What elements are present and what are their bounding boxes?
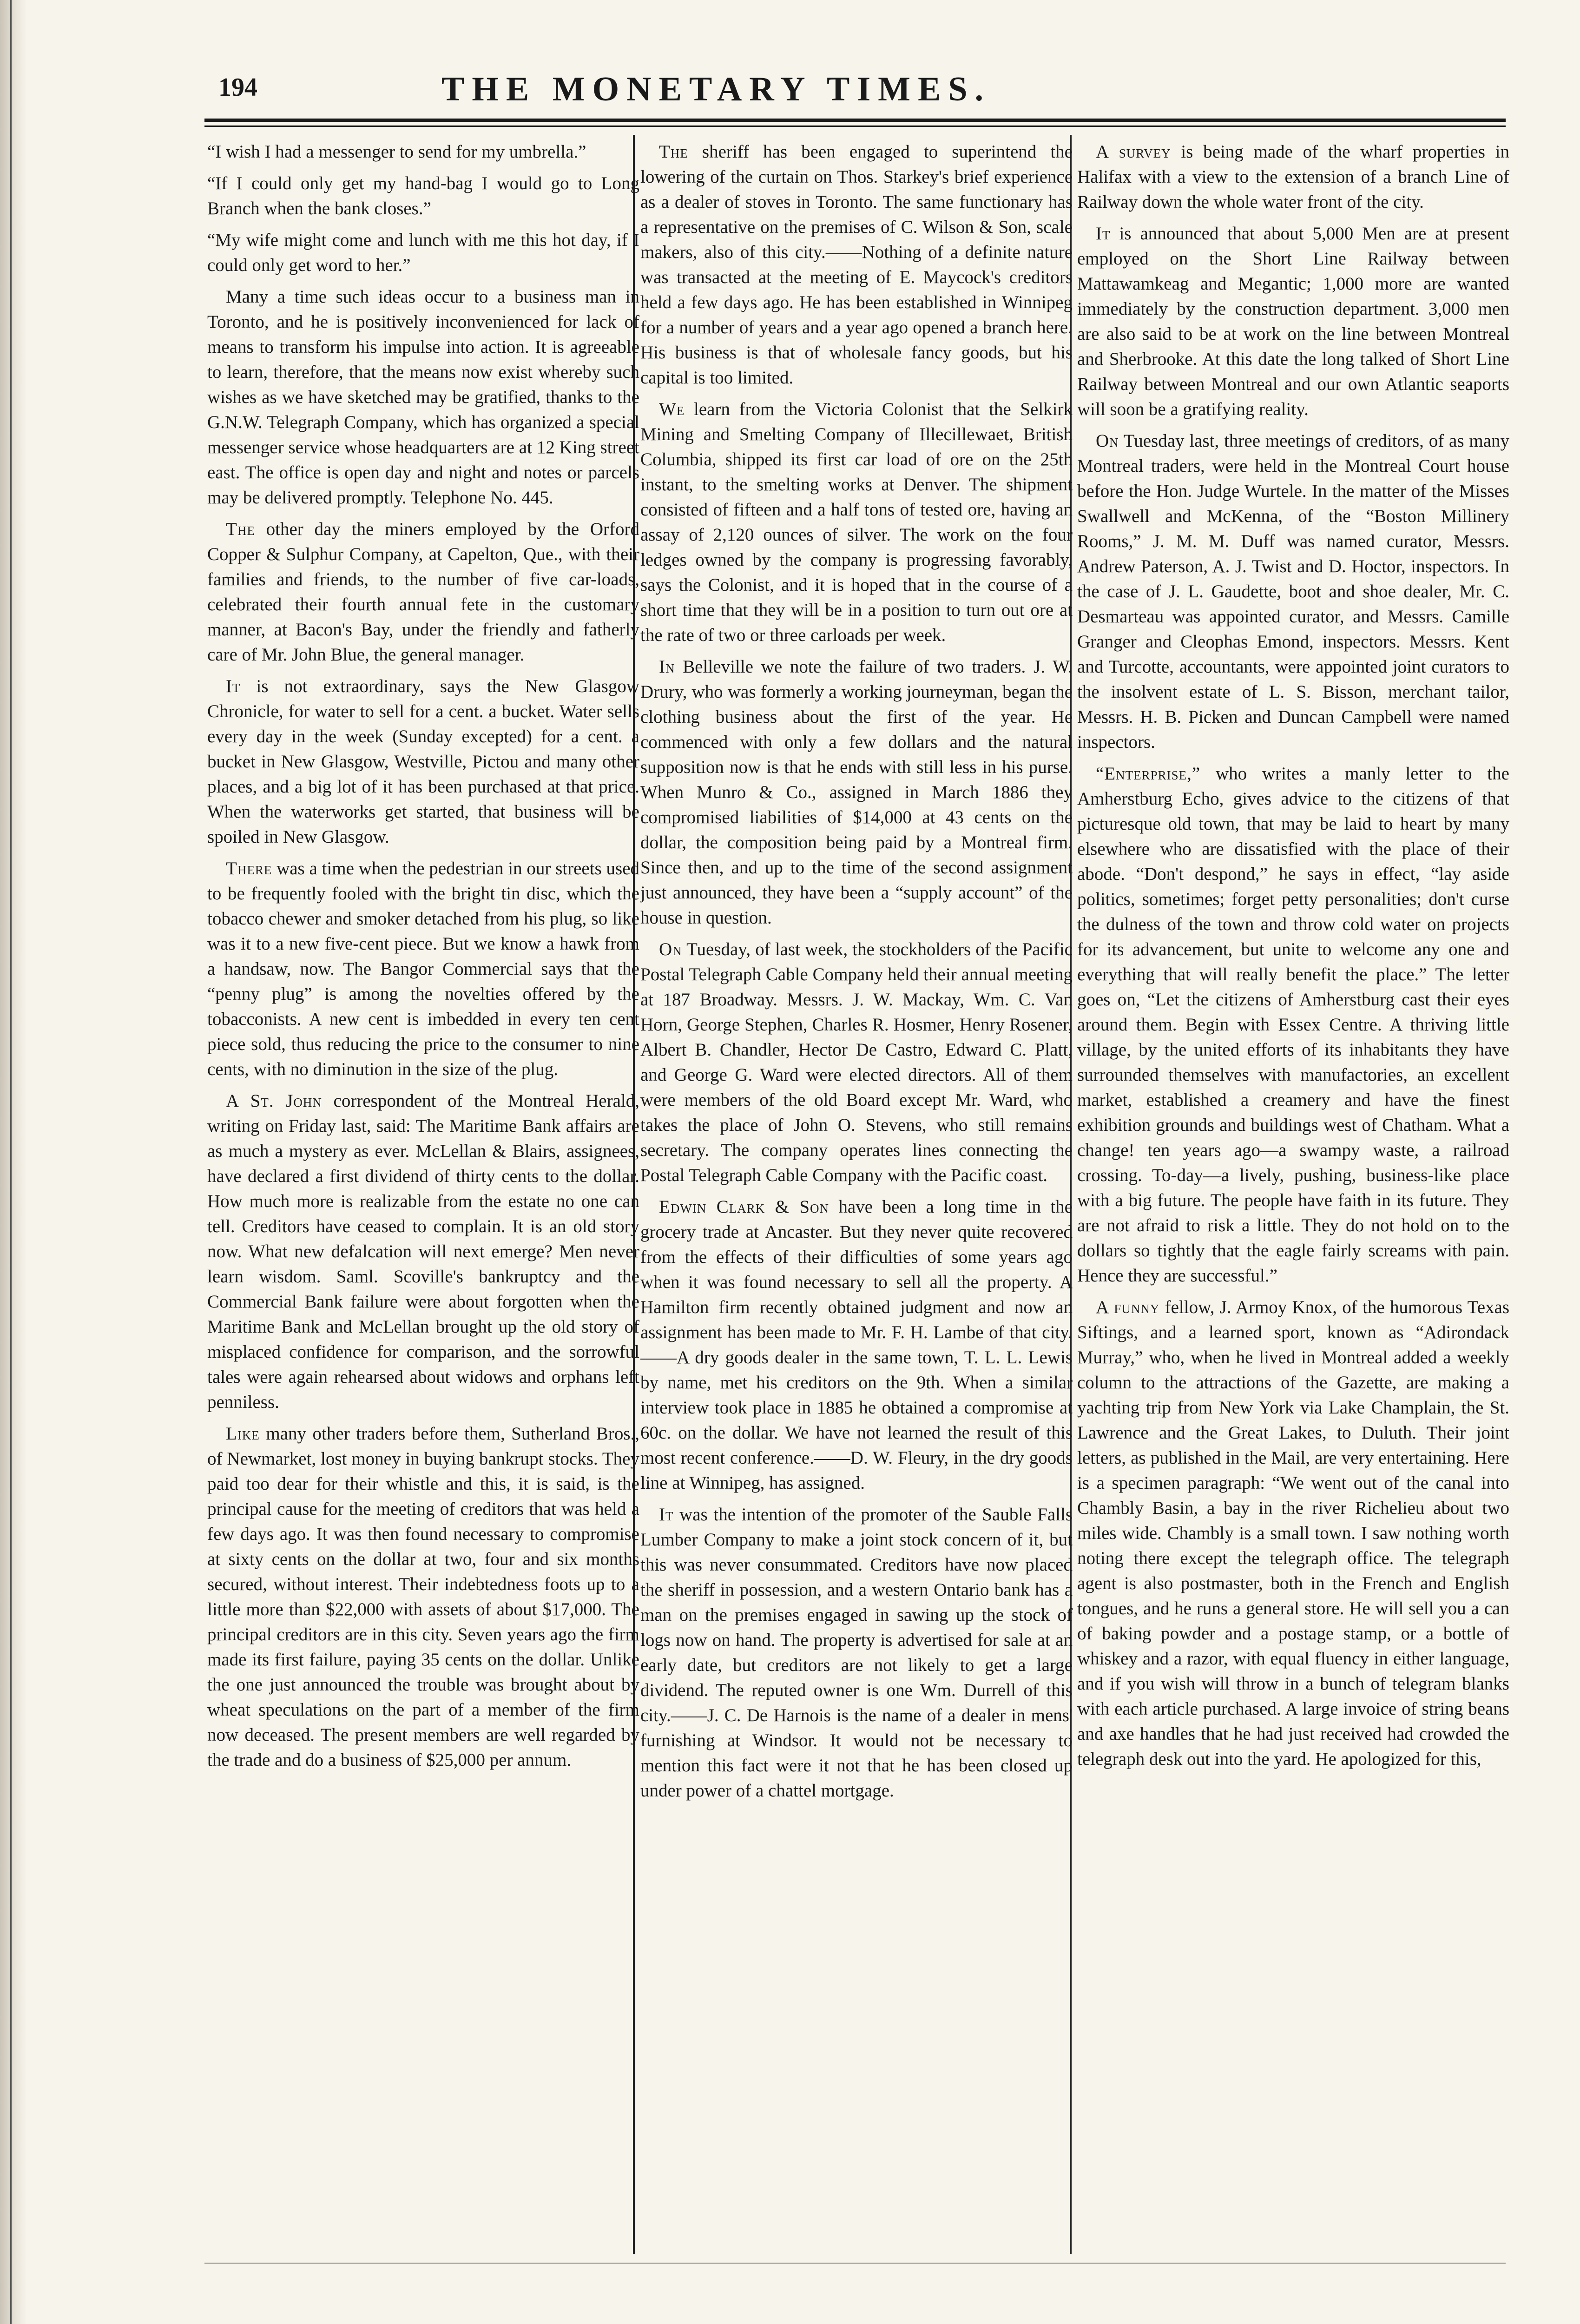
column-1 (207, 139, 639, 2259)
article-lead: Edwin Clark & Son (659, 1197, 830, 1217)
article-paragraph: “Enterprise,” who writes a manly letter to the Amherstburg Echo, gives advice to the citizens of that picturesque old town, that may be laid to heart by many elsewhere who are dissatisfied with the place of their abode. “Don't despond,” he says in effect, “lay aside politics, sometimes; forget petty personalities; don't curse the dulness of the town and throw cold water on projects for its advancement, but unite to welcome any one and everything that will really benefit the place.” The letter goes on, “Let the citizens of Amherstburg cast their eyes around them. Begin with Essex Centre. A thriving little village, by the united efforts of its inhabitants they have surrounded themselves with manufactories, an excellent market, established a creamery and have the finest exhibition grounds and buildings west of Chatham. What a change! ten years ago—a swampy waste, a railroad crossing. To-day—a lively, pushing, business-like place with a big future. The people have faith in its future. They are not afraid to risk a little. They do not hold on to the dollars so tightly that the eagle fairly screams with pain. Hence they are successful.” (1077, 764, 1509, 1286)
binding-line (10, 0, 12, 2324)
article-lead: It (1096, 224, 1111, 244)
article-lead: It (226, 676, 241, 696)
article-lead: A funny (1096, 1297, 1160, 1317)
article-lead: Like (226, 1424, 260, 1444)
article-paragraph: It is announced that about 5,000 Men are at present employed on the Short Line Railway between Mattawamkeag and Megantic; 1,000 more are wanted immediately by the construction department. 3,000 men are also said to be at work on the line between Montreal and Sherbrooke. At this date the long talked of Short Line Railway between Montreal and our own Atlantic seaports will soon be a gratifying reality. (1077, 224, 1509, 419)
page-spine-edge (0, 0, 27, 2324)
article-paragraph: We learn from the Victoria Colonist that the Selkirk Mining and Smelting Company of Illecillewaet, British Columbia, shipped its first car load of ore on the 25th instant, to the smelting works at Denver. The shipment consisted of fifteen and a half tons of tested ore, having an assay of 2,120 ounces of silver. The work on the four ledges owned by the company is progressing favorably, says the Colonist, and it is hoped that in the course of a short time that they will be in a position to turn out ore at the rate of two or three carloads per week. (640, 399, 1073, 645)
masthead-title: THE MONETARY TIMES. (441, 70, 991, 108)
article-paragraph: Many a time such ideas occur to a business man in Toronto, and he is positively inconvenienced for lack of means to transform his impulse into action. It is agreeable to learn, therefore, that the means now exist whereby such wishes as we have sketched may be gratified, thanks to the G.N.W. Telegraph Company, which has organized a special messenger service whose headquarters are at 12 King street east. The office is open day and night and notes or parcels may be delivered promptly. Telephone No. 445. (207, 287, 639, 508)
article-paragraph: There was a time when the pedestrian in our streets used to be frequently fooled with the bright tin disc, which the tobacco chewer and smoker detached from his plug, so like was it to a new five-cent piece. But we know a hawk from a handsaw, now. The Bangor Commercial says that the “penny plug” is among the novelties offered by the tobacconists. A new cent is imbedded in every ten cent piece sold, thus reducing the price to the consumer to nine cents, with no diminution in the size of the plug. (207, 858, 639, 1079)
page-bottom-edge (204, 2263, 1506, 2264)
article-paragraph: On Tuesday, of last week, the stockholders of the Pacific Postal Telegraph Cable Company held their annual meeting at 187 Broadway. Messrs. J. W. Mackay, Wm. C. Van Horn, George Stephen, Charles R. Hosmer, Henry Rosener, Albert B. Chandler, Hector De Castro, Edward C. Platt, and George G. Ward were elected directors. All of them were members of the old Board except Mr. Ward, who takes the place of John O. Stevens, who still remains secretary. The company operates lines connecting the Postal Telegraph Cable Company with the Pacific coast. (640, 939, 1073, 1185)
article-paragraph: In Belleville we note the failure of two traders. J. W. Drury, who was formerly a working journeyman, began the clothing business about the first of the year. He commenced with only a few dollars and the natural supposition now is that he ends with still less in his purse. When Munro & Co., assigned in March 1886 they compromised liabilities of $14,000 at 43 cents on the dollar, the composition being paid by a Montreal firm. Since then, and up to the time of the second assignment just announced, they have been a “supply account” of the house in question. (640, 657, 1073, 928)
article-paragraph: Like many other traders before them, Sutherland Bros., of Newmarket, lost money in buying bankrupt stocks. They paid too dear for their whistle and this, it is said, is the principal cause for the meeting of creditors that was held a few days ago. It was then found necessary to compromise at sixty cents on the dollar at two, four and six months secured, without interest. Their indebtedness foots up to a little more than $22,000 with assets of about $17,000. The principal creditors are in this city. Seven years ago the firm made its first failure, paying 35 cents on the dollar. Unlike the one just announced the trouble was brought about by wheat speculations on the part of a member of the firm now deceased. The present members are well regarded by the trade and do a business of $25,000 per annum. (207, 1424, 639, 1770)
header-rule-thick (204, 119, 1506, 122)
article-lead: We (659, 399, 685, 419)
article-lead: There (226, 858, 272, 878)
article-paragraph: A funny fellow, J. Armoy Knox, of the humorous Texas Siftings, and a learned sport, known as “Adirondack Murray,” who, when he lived in Montreal added a weekly column to the attractions of the Gazette, are making a yachting trip from New York via Lake Champlain, the St. Lawrence and the Great Lakes, to Duluth. Their joint letters, as published in the Mail, are very entertaining. Here is a specimen paragraph: “We went out of the canal into Chambly Basin, a bay in the river Richelieu about two miles wide. Chambly is a small town. I saw nothing worth noting there except the telegraph office. The telegraph agent is also postmaster, both in the French and English tongues, and he runs a general store. He will sell you a can of baking powder and a postage stamp, or a bottle of whiskey and a razor, with equal fluency in either language, and if you wish will throw in a bunch of telegram blanks with each article purchased. A large invoice of string beans and axe handles that he had just received had crowded the telegraph desk out into the yard. He apologized for this, (1077, 1297, 1509, 1769)
article-lead: A St. John (226, 1091, 322, 1111)
article-paragraph: The other day the miners employed by the Orford Copper & Sulphur Company, at Capelton, Que., with their families and friends, to the number of five car-loads, celebrated their fourth annual fete in the customary manner, at Bacon's Bay, under the friendly and fatherly care of Mr. John Blue, the general manager. (207, 519, 639, 665)
article-paragraph: A survey is being made of the wharf properties in Halifax with a view to the extension of a branch Line of Railway down the whole water front of the city. (1077, 142, 1509, 212)
header-rule-thin (204, 125, 1506, 127)
article-paragraph: “If I could only get my hand-bag I would go to Long Branch when the bank closes.” (207, 173, 639, 218)
article-paragraph: “I wish I had a messenger to send for my umbrella.” (207, 142, 586, 162)
article-lead: The (659, 142, 688, 162)
article-lead: A survey (1096, 142, 1171, 162)
article-lead: “Enterprise,” (1096, 764, 1201, 784)
article-lead: On (659, 939, 682, 959)
article-paragraph: It is not extraordinary, says the New Glasgow Chronicle, for water to sell for a cent. a bucket. Water sells every day in the week (Sunday excepted) for a cent. a bucket in New Glasgow, Westville, Pictou and many other places, and a big lot of it has been purchased at that price. When the waterworks get started, that business will be spoiled in New Glasgow. (207, 676, 639, 847)
article-paragraph: The sheriff has been engaged to superintend the lowering of the curtain on Thos. Starkey's brief experience as a dealer of stoves in Toronto. The same functionary has a representative on the premises of C. Wilson & Son, scale makers, also of this city.——Nothing of a definite nature was transacted at the meeting of E. Maycock's creditors held a few days ago. He has been established in Winnipeg for a number of years and a year ago opened a branch here. His business is that of wholesale fancy goods, but his capital is too limited. (640, 142, 1073, 388)
article-lead: On (1096, 431, 1119, 451)
page-header (218, 70, 1492, 112)
column-3 (1077, 139, 1509, 2259)
article-paragraph: On Tuesday last, three meetings of creditors, of as many Montreal traders, were held in the Montreal Court house before the Hon. Judge Wurtele. In the matter of the Misses Swallwell and McKenna, of the “Boston Millinery Rooms,” J. M. M. Duff was named curator, Messrs. Andrew Paterson, A. J. Twist and D. Hoctor, inspectors. In the case of J. L. Gaudette, boot and shoe dealer, Mr. C. Desmarteau was appointed curator, and Messrs. Camille Granger and Cleophas Emond, inspectors. Messrs. Kent and Turcotte, accountants, were appointed joint curators to the insolvent estate of L. S. Bisson, merchant tailor, Messrs. H. B. Picken and Duncan Campbell were named inspectors. (1077, 431, 1509, 752)
article-lead: The (226, 519, 255, 539)
article-paragraph: A St. John correspondent of the Montreal Herald, writing on Friday last, said: The Maritime Bank affairs are as much a mystery as ever. McLellan & Blairs, assignees, have declared a first dividend of thirty cents to the dollar. How much more is realizable from the estate no one can tell. Creditors have ceased to complain. It is an old story now. What new defalcation will next emerge? Men never learn wisdom. Saml. Scoville's bankruptcy and the Commercial Bank failure were about forgotten when the Maritime Bank and McLellan brought up the old story of misplaced confidence for comparison, and the sorrowful tales were again rehearsed about widows and orphans left penniless. (207, 1091, 639, 1412)
article-paragraph: It was the intention of the promoter of the Sauble Falls Lumber Company to make a joint stock concern of it, but this was never consummated. Creditors have now placed the sheriff in possession, and a western Ontario bank has a man on the premises engaged in sawing up the stock of logs now on hand. The property is advertised for sale at an early date, but creditors are not likely to get a large dividend. The reputed owner is one Wm. Durrell of this city.——J. C. De Harnois is the name of a dealer in mens' furnishing at Windsor. It would not be necessary to mention this fact were it not that he has been closed up under power of a chattel mortgage. (640, 1505, 1073, 1801)
article-paragraph: Edwin Clark & Son have been a long time in the grocery trade at Ancaster. But they never quite recovered from the effects of their difficulties of some years ago when it was found necessary to sell all the property. A Hamilton firm recently obtained judgment and now an assignment has been made to Mr. F. H. Lambe of that city.——A dry goods dealer in the same town, T. L. L. Lewis by name, met his creditors on the 9th. When a similar interview took place in 1885 he obtained a compromise at 60c. on the dollar. We have not learned the result of this most recent conference.——D. W. Fleury, in the dry goods line at Winnipeg, has assigned. (640, 1197, 1073, 1493)
article-lead: In (659, 657, 675, 677)
page-number: 194 (218, 73, 257, 102)
article-paragraph: “My wife might come and lunch with me this hot day, if I could only get word to her.” (207, 230, 639, 275)
article-lead: It (659, 1505, 674, 1525)
column-2 (640, 139, 1073, 2259)
